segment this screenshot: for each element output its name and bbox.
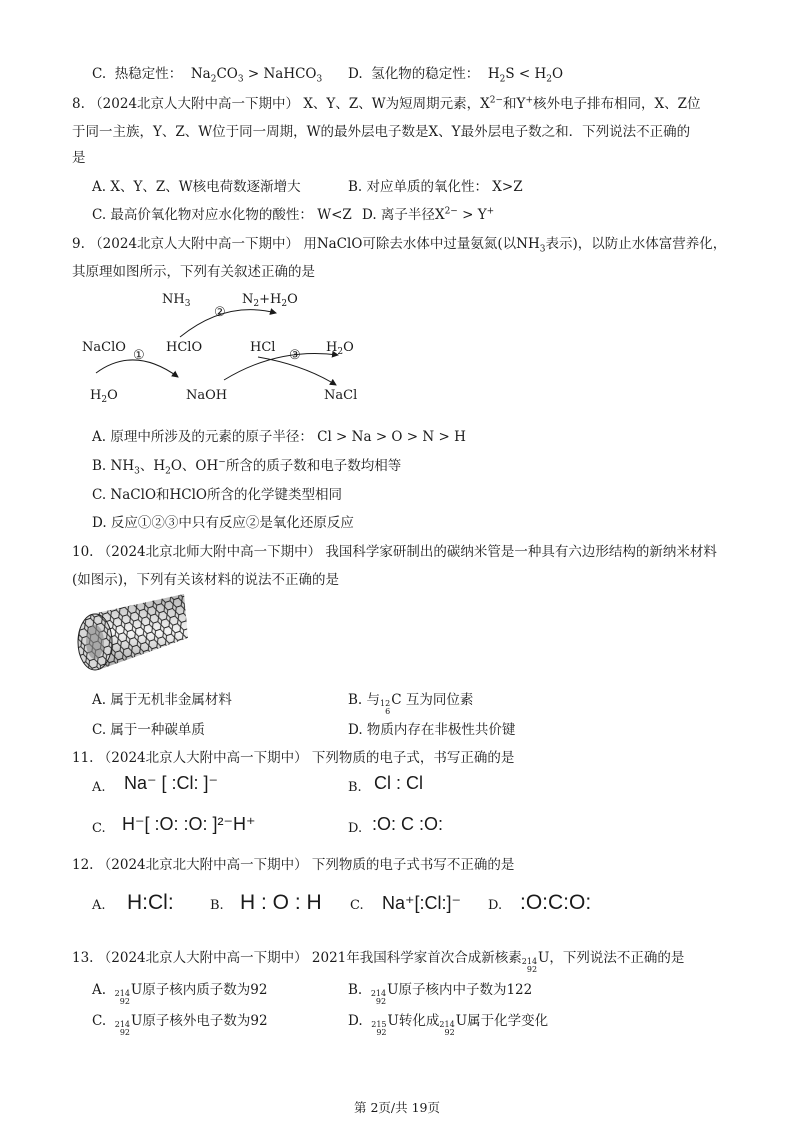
page-footer: 第 2页/共 19页 [353,1100,441,1115]
q9-stem-line1: 9. （2024北京人大附中高一下期中） 用NaClO可除去水体中过量氨氮(以$NH_3$表示)，以防止水体富营养化， [72,236,727,255]
q11-option-d-label: D. [348,821,363,836]
label-hclo: HClO [166,340,203,355]
q8-stem-line1: 8. （2024北京人大附中高一下期中） X、Y、Z、W为短周期元素，$X^{2-}$和Y+核外电子排布相同，X、Z位 [72,95,701,112]
q13-stem: 13. （2024北京人大附中高一下期中） 2021年我国科学家首次合成新核素 214 92 U，下列说法不正确的是 [72,950,685,974]
q13-option-c: C. 214 92 U原子核外电子数为92 [92,1013,268,1037]
arrow-step2 [180,310,276,337]
label-nh3: $NH_3$ [162,292,191,309]
q11-option-a-formula: Na⁻ [ :Cl: ]⁻ [124,773,219,793]
q8-option-a: A. X、Y、Z、W核电荷数逐渐增大 [92,179,301,195]
q12-option-a-formula: H:Cl: [127,891,174,914]
q12-option-a-label: A. [92,898,106,913]
label-naclo: NaClO [82,340,126,355]
q10-stem-line2: (如图示)，下列有关该材料的说法不正确的是 [72,572,340,588]
q9-option-d: D. 反应①②③中只有反应②是氧化还原反应 [92,515,354,531]
q11-option-b-formula: Cl : Cl [374,773,423,793]
q11-stem: 11. （2024北京人大附中高一下期中） 下列物质的电子式，书写正确的是 [72,750,515,766]
q10-option-b: B. 与 12 6 C 互为同位素 [348,692,474,716]
q9-option-b: B. $NH_3$、$H_2O$、OH−所含的质子数和电子数均相等 [92,457,402,477]
q8-stem-line3: 是 [72,150,86,166]
q10-option-c: C. 属于一种碳单质 [92,722,205,738]
q8-option-d: D. 离子半径$X^{2-} > Y^+$ [362,206,495,223]
q12-option-c-label: C. [350,898,364,913]
label-step2: ② [214,305,226,320]
label-n2h2o: $N_2+H_2O$ [242,292,298,309]
q9-stem-line2: 其原理如图所示，下列有关叙述正确的是 [72,264,315,280]
label-nacl: NaCl [324,388,358,403]
reaction-diagram [76,285,376,405]
q12-stem: 12. （2024北京北大附中高一下期中） 下列物质的电子式书写不正确的是 [72,857,515,873]
q12-option-b-label: B. [210,898,224,913]
label-hcl: HCl [250,340,276,355]
q12-option-b-formula: H : O : H [240,891,322,914]
q9-option-c: C. NaClO和HClO所含的化学键类型相同 [92,487,342,503]
q13-option-b: B. 214 92 U原子核内中子数为122 [348,982,533,1006]
q8-option-c: C. 最高价氧化物对应水化物的酸性： W<Z [92,207,352,223]
carbon-nanotube-image [74,590,190,674]
q8-option-b: B. 对应单质的氧化性： X>Z [348,179,523,195]
q10-stem-line1: 10. （2024北京北师大附中高一下期中） 我国科学家研制出的碳纳米管是一种具有六边形结构的新纳米材料 [72,544,717,560]
q12-option-c-formula: Na⁺[:Cl:]⁻ [382,893,462,913]
label-h2o: $H_2O$ [90,388,118,405]
arrow-step3-top [224,353,338,380]
q7-option-d: D. 氢化物的稳定性： $H_2S < H_2O$ [348,66,564,85]
q8-stem-line2: 于同一主族，Y、Z、W位于同一周期，W的最外层电子数是X、Y最外层电子数之和．下列说法不正确的 [72,124,691,140]
q12-option-d-formula: :O:C:O: [520,891,592,914]
q10-option-d: D. 物质内存在非极性共价键 [348,722,516,738]
q11-option-c-label: C. [92,821,106,836]
q9-option-a: A. 原理中所涉及的元素的原子半径： Cl > Na > O > N > H [92,429,466,445]
q11-option-b-label: B. [348,780,362,795]
label-h2o-top: $H_2O$ [326,340,354,357]
q11-option-d-formula: :O: C :O: [372,814,444,834]
q11-option-a-label: A. [92,780,106,795]
label-naoh: NaOH [186,388,228,403]
label-step1: ① [133,348,145,363]
label-step3: ③ [289,348,301,363]
q13-option-d: D. 215 92 U转化成 214 92 U属于化学变化 [348,1013,549,1037]
q10-option-a: A. 属于无机非金属材料 [92,692,232,708]
q12-option-d-label: D. [488,898,503,913]
q11-option-c-formula: H⁻[ :O: :O: ]²⁻H⁺ [122,814,256,834]
q7-option-c: C. 热稳定性： $Na_2CO_3$ > NaHCO$_3$ [92,66,323,85]
q13-option-a: A. 214 92 U原子核内质子数为92 [92,982,268,1006]
